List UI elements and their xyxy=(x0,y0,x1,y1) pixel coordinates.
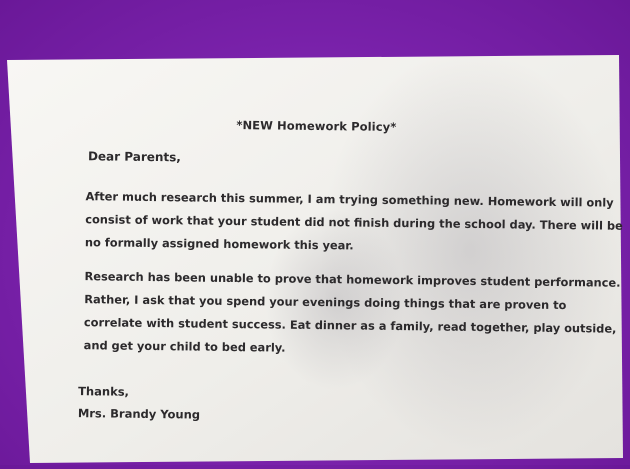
paragraph-1 xyxy=(84,185,623,260)
letter-salutation: Dear Parents, xyxy=(87,149,181,165)
paragraph-2-line: Rather, I ask that you spend your evenings doing things that are proven to xyxy=(84,292,567,313)
paragraph-2 xyxy=(83,265,621,363)
paragraph-1-line: After much research this summer, I am trying something new. Homework will only xyxy=(85,189,614,210)
paragraph-2-line: and get your child to bed early. xyxy=(83,338,286,355)
paragraph-1-line: no formally assigned homework this year. xyxy=(84,235,354,253)
signature: Mrs. Brandy Young xyxy=(77,406,201,422)
paragraph-1-line: consist of work that your student did not finish during the school day. There will be xyxy=(85,212,623,233)
closing-text: Thanks, xyxy=(78,384,130,399)
letter-title: *NEW Homework Policy* xyxy=(236,118,397,134)
letter-closing xyxy=(78,380,201,425)
paragraph-2-line: correlate with student success. Eat dinner as a family, read together, play outside, xyxy=(83,315,617,336)
paragraph-2-line: Research has been unable to prove that homework improves student performance. xyxy=(84,269,621,290)
